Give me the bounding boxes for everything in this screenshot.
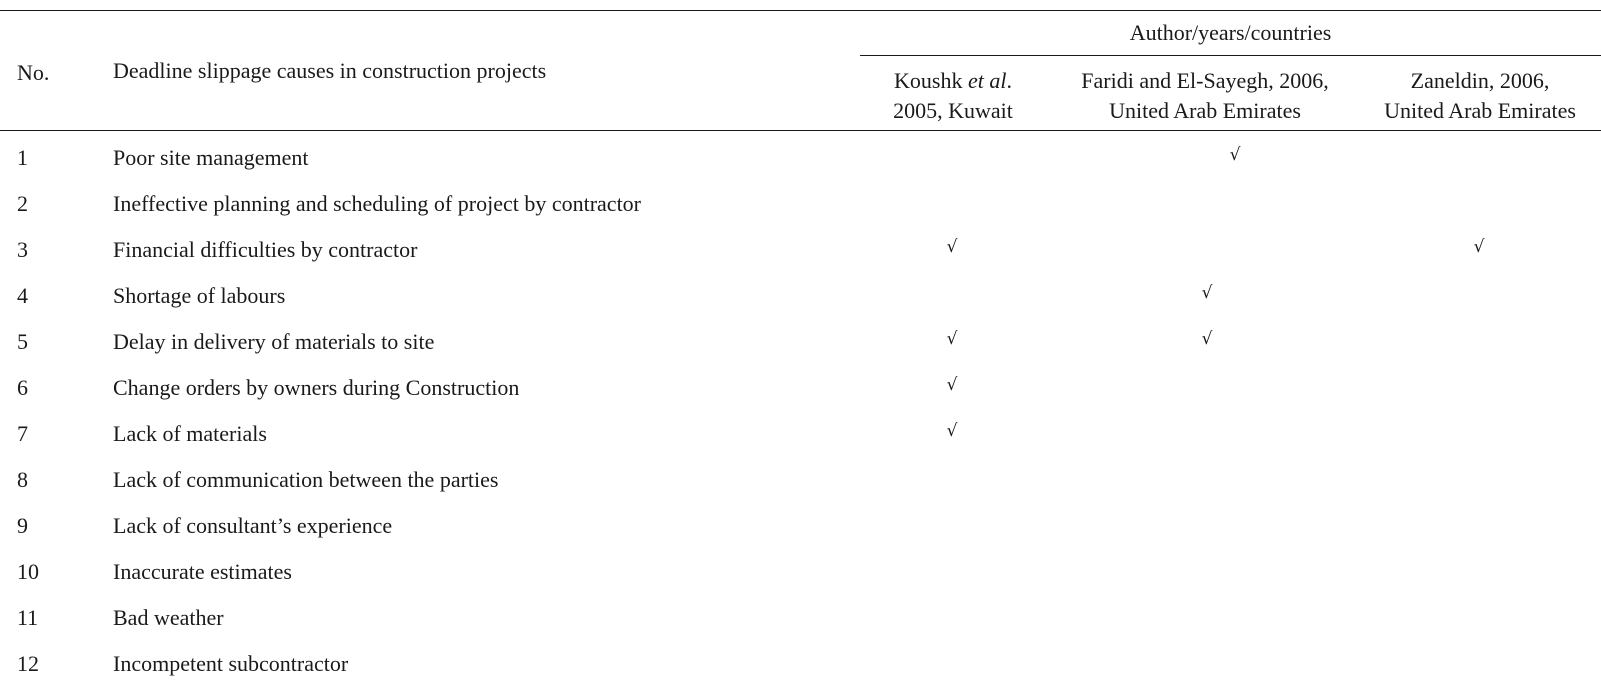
header-author-group: Author/years/countries xyxy=(1129,20,1332,45)
header-source-zaneldin xyxy=(1355,66,1601,126)
header-bottom-rule xyxy=(0,130,1601,131)
header-no: No. xyxy=(17,60,50,85)
koushk-check-icon: √ xyxy=(946,329,958,349)
faridi-check-icon: √ xyxy=(1201,329,1213,349)
table-row xyxy=(0,137,1601,183)
row-cause: Shortage of labours xyxy=(113,283,286,308)
row-number: 12 xyxy=(17,651,39,676)
row-number: 4 xyxy=(17,283,28,308)
row-number: 5 xyxy=(17,329,28,354)
koushk-check-icon: √ xyxy=(946,375,958,395)
header-source-koushk-line1: Koushk et al. xyxy=(894,68,1012,93)
header-source-zaneldin-line1: Zaneldin, 2006, xyxy=(1410,68,1550,93)
header-source-koushk-line2: 2005, Kuwait xyxy=(893,98,1013,123)
row-cause: Bad weather xyxy=(113,605,224,630)
row-number: 7 xyxy=(17,421,28,446)
row-number: 3 xyxy=(17,237,28,262)
header-source-faridi-line1: Faridi and El-Sayegh, 2006, xyxy=(1081,68,1329,93)
zaneldin-check-icon: √ xyxy=(1473,237,1485,257)
table-row xyxy=(0,505,1601,551)
header-cause: Deadline slippage causes in construction projects xyxy=(113,58,547,83)
table-row xyxy=(0,229,1601,275)
row-number: 8 xyxy=(17,467,28,492)
row-number: 1 xyxy=(17,145,28,170)
faridi-check-icon: √ xyxy=(1201,283,1213,303)
header-source-faridi-line2: United Arab Emirates xyxy=(1109,98,1301,123)
koushk-check-icon: √ xyxy=(946,237,958,257)
row-number: 10 xyxy=(17,559,39,584)
header-source-faridi xyxy=(1045,66,1365,126)
row-number: 6 xyxy=(17,375,28,400)
row-number: 9 xyxy=(17,513,28,538)
row-cause: Lack of materials xyxy=(113,421,267,446)
table-row xyxy=(0,183,1601,229)
header-source-zaneldin-line2: United Arab Emirates xyxy=(1384,98,1576,123)
header-group-rule xyxy=(860,55,1601,56)
row-cause: Financial difficulties by contractor xyxy=(113,237,418,262)
table-row xyxy=(0,367,1601,413)
row-cause: Lack of consultant’s experience xyxy=(113,513,393,538)
table-top-rule xyxy=(0,10,1601,11)
table-row xyxy=(0,275,1601,321)
table-row xyxy=(0,597,1601,643)
koushk-check-icon: √ xyxy=(946,421,958,441)
row-number: 2 xyxy=(17,191,28,216)
table-row xyxy=(0,321,1601,367)
row-number: 11 xyxy=(17,605,39,630)
table-row xyxy=(0,643,1601,689)
table-row xyxy=(0,413,1601,459)
header-source-koushk xyxy=(868,66,1038,126)
row-cause: Change orders by owners during Construction xyxy=(113,375,520,400)
row-cause: Poor site management xyxy=(113,145,309,170)
table-row xyxy=(0,551,1601,597)
row-cause: Lack of communication between the parties xyxy=(113,467,499,492)
faridi-check-icon: √ xyxy=(1229,145,1241,165)
row-cause: Delay in delivery of materials to site xyxy=(113,329,435,354)
row-cause: Incompetent subcontractor xyxy=(113,651,349,676)
table-row xyxy=(0,459,1601,505)
row-cause: Ineffective planning and scheduling of project by contractor xyxy=(113,191,642,216)
row-cause: Inaccurate estimates xyxy=(113,559,292,584)
